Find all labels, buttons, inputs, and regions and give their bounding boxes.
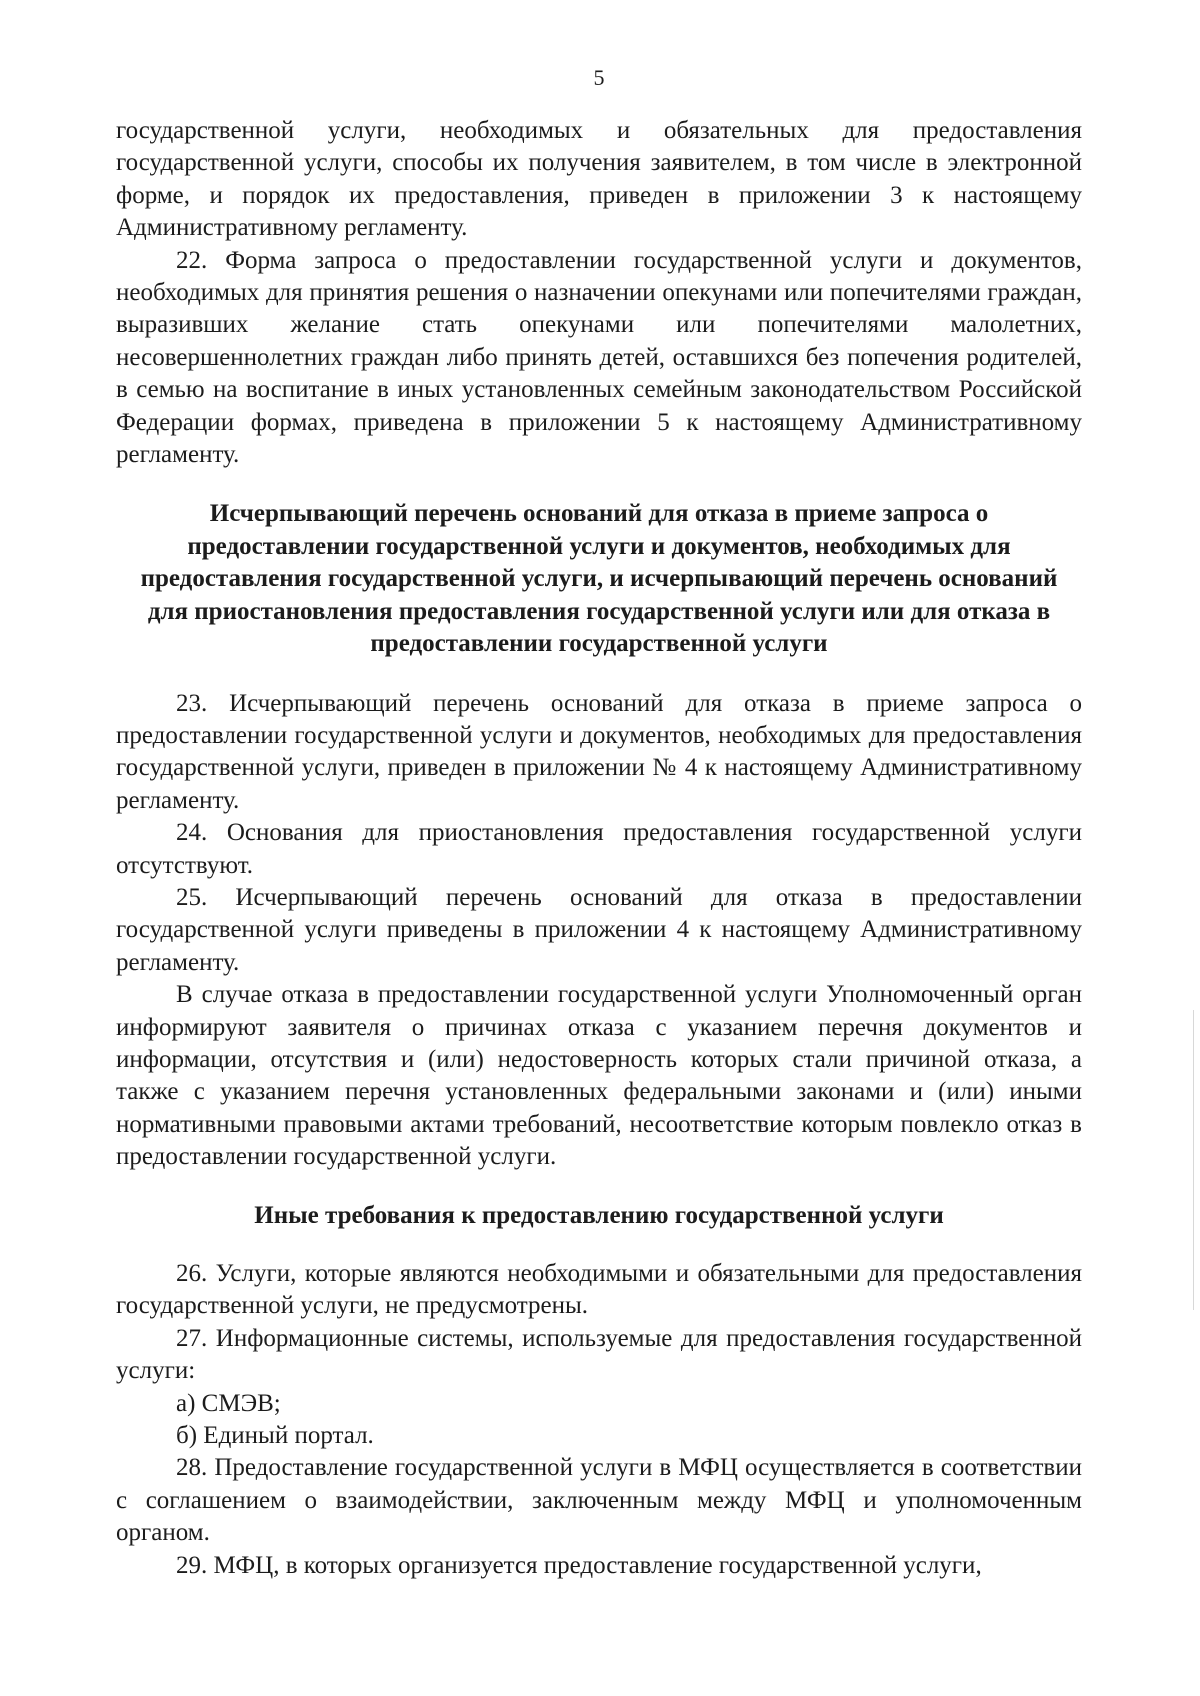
list-item-b: б) Единый портал.	[176, 1422, 374, 1450]
list-item-a: а) СМЭВ;	[176, 1389, 281, 1417]
paragraph-continuation: государственной услуги, необходимых и обязательных для предоставления государственной услуги, способы их получения заявителем, в том числе в электронной форме, и порядок их предоставления, приведен в приложении 3 к настоящему Административному регламенту.	[116, 117, 1082, 242]
scan-edge-mark	[1193, 1010, 1194, 1310]
paragraph-26: 26. Услуги, которые являются необходимыми и обязательными для предоставления государственной услуги, не предусмотрены.	[116, 1260, 1082, 1320]
paragraph-24: 24. Основания для приостановления предоставления государственной услуги отсутствуют.	[116, 819, 1082, 879]
paragraph-28: 28. Предоставление государственной услуги в МФЦ осуществляется в соответствии с соглашением о взаимодействии, заключенным между МФЦ и уполномоченным органом.	[116, 1454, 1082, 1547]
document-page	[116, 64, 1082, 1582]
section-heading-refusal-grounds: Исчерпывающий перечень оснований для отказа в приеме запроса о предоставлении государственной услуги и документов, необходимых для предоставления государственной услуги, и исчерпывающий перечень оснований для приостановления предоставления государственной услуги или для отказа в предоставлении государственной услуги	[140, 500, 1058, 658]
page-number: 5	[593, 65, 605, 90]
paragraph-refusal-case: В случае отказа в предоставлении государственной услуги Уполномоченный орган информируют заявителя о причинах отказа с указанием перечня документов и информации, отсутствия и (или) недостоверность которых стали причиной отказа, а также с указанием перечня установленных федеральными законами и (или) иными нормативными правовыми актами требований, несоответствие которым повлекло отказ в предоставлении государственной услуги.	[116, 981, 1082, 1171]
paragraph-22: 22. Форма запроса о предоставлении государственной услуги и документов, необходимых для принятия решения о назначении опекунами или попечителями граждан, выразивших желание стать опекунами или попечителями малолетних, несовершеннолетних граждан либо принять детей, оставшихся без попечения родителей, в семью на воспитание в иных установленных семейным законодательством Российской Федерации формах, приведена в приложении 5 к настоящему Административному регламенту.	[116, 246, 1082, 469]
paragraph-29: 29. МФЦ, в которых организуется предоставление государственной услуги,	[176, 1551, 982, 1579]
paragraph-23: 23. Исчерпывающий перечень оснований для отказа в приеме запроса о предоставлении государственной услуги и документов, необходимых для предоставления государственной услуги, приведен в приложении № 4 к настоящему Административному регламенту.	[116, 689, 1082, 814]
paragraph-25: 25. Исчерпывающий перечень оснований для отказа в предоставлении государственной услуги приведены в приложении 4 к настоящему Административному регламенту.	[116, 883, 1082, 976]
section-heading-other-requirements: Иные требования к предоставлению государственной услуги	[254, 1201, 944, 1229]
paragraph-27: 27. Информационные системы, используемые для предоставления государственной услуги:	[116, 1324, 1082, 1385]
